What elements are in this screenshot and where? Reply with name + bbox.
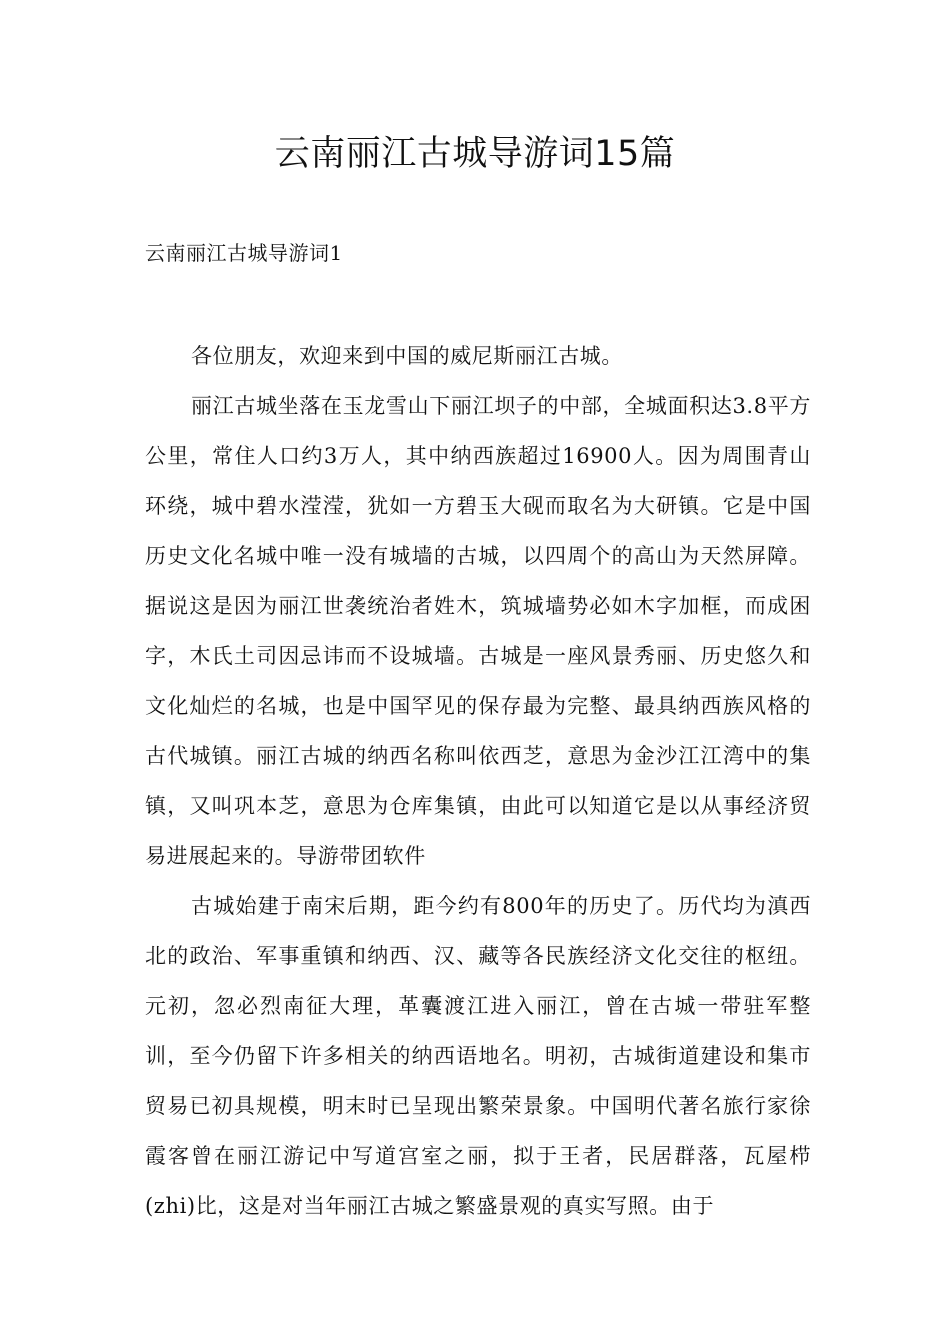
document-title: 云南丽江古城导游词15篇: [274, 134, 676, 174]
document-body: [145, 331, 811, 1231]
paragraph-history: 古城始建于南宋后期，距今约有800年的历史了。历代均为滇西北的政治、军事重镇和纳西、汉、藏等各民族经济文化交往的枢纽。元初，忽必烈南征大理，革囊渡江进入丽江，曾在古城一带驻军整训，至今仍留下许多相关的纳西语地名。明初，古城街道建设和集市贸易已初具规模，明末时已呈现出繁荣景象。中国明代著名旅行家徐霞客曾在丽江游记中写道宫室之丽，拟于王者，民居群落，瓦屋栉(zhi)比，这是对当年丽江古城之繁盛景观的真实写照。由于: [145, 894, 811, 1218]
section-heading: 云南丽江古城导游词1: [145, 241, 343, 265]
paragraph-overview: 丽江古城坐落在玉龙雪山下丽江坝子的中部，全城面积达3.8平方公里，常住人口约3万人，其中纳西族超过16900人。因为周围青山环绕，城中碧水滢滢，犹如一方碧玉大砚而取名为大研镇。它是中国历史文化名城中唯一没有城墙的古城，以四周个的高山为天然屏障。据说这是因为丽江世袭统治者姓木，筑城墙势必如木字加框，而成困字，木氏土司因忌讳而不设城墙。古城是一座风景秀丽、历史悠久和文化灿烂的名城，也是中国罕见的保存最为完整、最具纳西族风格的古代城镇。丽江古城的纳西名称叫依西芝，意思为金沙江江湾中的集镇，又叫巩本芝，意思为仓库集镇，由此可以知道它是以从事经济贸易进展起来的。导游带团软件: [145, 394, 811, 868]
paragraph-greeting: 各位朋友，欢迎来到中国的威尼斯丽江古城。: [191, 344, 623, 368]
